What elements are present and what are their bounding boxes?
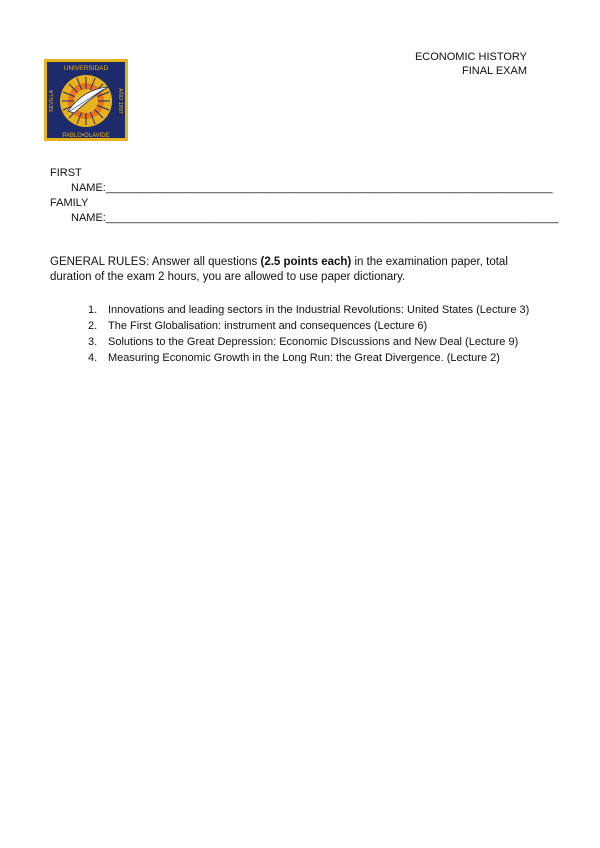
list-item bbox=[88, 302, 530, 318]
first-name-row bbox=[50, 181, 559, 196]
list-item bbox=[88, 318, 530, 334]
rules-prefix: GENERAL RULES: Answer all questions bbox=[50, 256, 261, 268]
question-list bbox=[88, 302, 530, 366]
family-name-field[interactable]: __________________________________________________________________________ bbox=[105, 212, 559, 224]
logo-text-right: AÑO 1997 bbox=[117, 88, 123, 114]
family-label: FAMILY bbox=[50, 197, 89, 209]
logo-text-bottom: PABLO•OLAVIDE bbox=[62, 133, 110, 139]
logo-text-top: UNIVERSIDAD bbox=[63, 65, 109, 72]
general-rules bbox=[50, 255, 530, 285]
question-number: 4. bbox=[88, 352, 98, 364]
question-text: The First Globalisation: instrument and consequences (Lecture 6) bbox=[108, 320, 428, 332]
exam-heading bbox=[415, 50, 527, 78]
family-name-label: NAME: bbox=[71, 212, 106, 224]
question-number: 1. bbox=[88, 304, 98, 316]
course-title: ECONOMIC HISTORY bbox=[414, 51, 527, 63]
student-info-form bbox=[50, 166, 559, 226]
list-item bbox=[88, 334, 530, 350]
rules-points: (2.5 points each) bbox=[260, 256, 352, 268]
list-item bbox=[88, 350, 530, 366]
question-text: Measuring Economic Growth in the Long Run: the Great Divergence. (Lecture 2) bbox=[108, 352, 500, 364]
question-number: 2. bbox=[88, 320, 98, 332]
logo-text-left: SEVILLA bbox=[49, 89, 55, 113]
university-seal-logo bbox=[44, 59, 128, 141]
question-text: Innovations and leading sectors in the Industrial Revolutions: United States (Lecture 3) bbox=[108, 304, 530, 316]
question-text: Solutions to the Great Depression: Economic DIscussions and New Deal (Lecture 9) bbox=[108, 336, 519, 348]
first-label: FIRST bbox=[50, 167, 82, 179]
first-name-label: NAME: bbox=[71, 182, 106, 194]
first-name-field[interactable]: _________________________________________________________________________ bbox=[105, 182, 553, 194]
question-number: 3. bbox=[88, 336, 98, 348]
family-name-row bbox=[50, 211, 559, 226]
rules-suffix: in the examination paper, total duration of the exam 2 hours, you are allowed to use paper dictionary. bbox=[50, 256, 508, 283]
exam-title: FINAL EXAM bbox=[462, 65, 527, 77]
